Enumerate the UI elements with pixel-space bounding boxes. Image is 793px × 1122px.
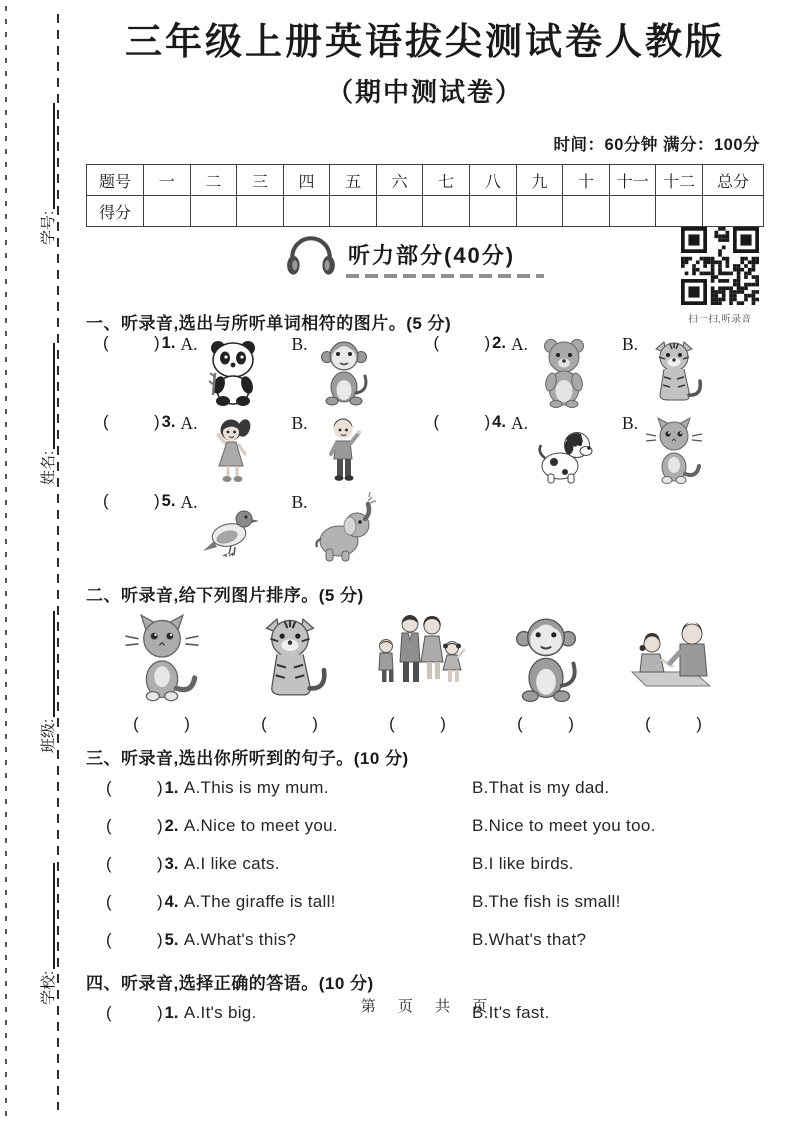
option-a-text: A.Nice to meet you. xyxy=(183,816,338,836)
bird-image xyxy=(201,492,265,566)
monkey-image xyxy=(312,334,376,408)
section1-title: 一、听录音,选出与所听单词相符的图片。(5 分) xyxy=(86,314,452,334)
order-figure xyxy=(226,610,354,734)
sentence-question-row xyxy=(86,845,764,883)
question-number: 4. xyxy=(164,893,179,912)
score-row-label: 得分 xyxy=(87,196,144,227)
score-cell[interactable] xyxy=(609,196,656,227)
score-table-header-cell: 一 xyxy=(144,165,191,196)
section1-row xyxy=(86,492,764,571)
page-edge-dotted-line xyxy=(5,6,7,1116)
student-field-label: 学校: xyxy=(39,970,57,1005)
girl-image xyxy=(201,413,265,487)
headphones-icon xyxy=(284,231,338,279)
qr-code-icon xyxy=(681,292,759,309)
student-field-blank-line[interactable] xyxy=(39,863,55,969)
order-figure xyxy=(482,610,610,734)
score-table-header-cell: 十 xyxy=(563,165,610,196)
score-cell[interactable] xyxy=(470,196,517,227)
section4-title: 四、听录音,选择正确的答语。(10 分) xyxy=(86,974,374,994)
picture-question xyxy=(434,413,765,492)
option-a-text: A.What's this? xyxy=(183,930,297,950)
answer-blank[interactable]: ( ) xyxy=(106,893,164,912)
score-cell[interactable] xyxy=(423,196,470,227)
answer-blank[interactable]: ( ) xyxy=(106,855,164,874)
answer-blank[interactable]: ( ) xyxy=(106,817,164,836)
score-cell[interactable] xyxy=(656,196,703,227)
score-cell[interactable] xyxy=(237,196,284,227)
classmates-image xyxy=(626,610,722,704)
monkey-image xyxy=(498,610,594,704)
score-table-header-cell: 题号 xyxy=(87,165,144,196)
question-number: 3. xyxy=(161,413,176,432)
sentence-option-b xyxy=(472,816,764,836)
picture-question xyxy=(434,334,765,413)
answer-blank[interactable]: ( ) xyxy=(133,715,191,734)
sentence-option-b xyxy=(472,854,764,874)
student-field-blank-line[interactable] xyxy=(39,611,55,717)
answer-blank[interactable]: ( ) xyxy=(103,413,161,432)
score-table-header-cell: 九 xyxy=(516,165,563,196)
option-b-text: B.The fish is small! xyxy=(472,892,621,912)
question-number: 3. xyxy=(164,855,179,874)
sentence-option-b xyxy=(472,892,764,912)
answer-blank[interactable]: ( ) xyxy=(389,715,447,734)
banner-dashed-underline xyxy=(346,274,544,278)
score-table xyxy=(86,164,764,227)
section1-row xyxy=(86,334,764,413)
option-b-text: B.It's fast. xyxy=(472,1003,550,1023)
sentence-question-row xyxy=(86,769,764,807)
score-cell[interactable] xyxy=(330,196,377,227)
paper-subtitle: （期中测试卷） xyxy=(326,77,523,108)
score-table-header-cell: 五 xyxy=(330,165,377,196)
panda-image xyxy=(201,334,265,408)
score-cell[interactable] xyxy=(376,196,423,227)
student-field-blank-line[interactable] xyxy=(39,103,55,209)
student-field-label: 姓名: xyxy=(39,450,57,485)
option-b-label: B. xyxy=(621,334,639,355)
answer-blank[interactable]: ( ) xyxy=(106,779,164,798)
score-table-header-cell: 十一 xyxy=(609,165,656,196)
sentence-option-b xyxy=(472,930,764,950)
answer-blank[interactable]: ( ) xyxy=(517,715,575,734)
score-table-header-cell: 八 xyxy=(470,165,517,196)
question-number: 1. xyxy=(164,1004,179,1023)
option-a-text: A.This is my mum. xyxy=(183,778,329,798)
section2-body xyxy=(86,610,764,734)
answer-blank[interactable]: ( ) xyxy=(106,931,164,950)
answer-blank[interactable]: ( ) xyxy=(103,334,161,353)
option-b-text: B.That is my dad. xyxy=(472,778,610,798)
sentence-question-row xyxy=(86,807,764,845)
answer-blank[interactable]: ( ) xyxy=(261,715,319,734)
score-cell[interactable] xyxy=(190,196,237,227)
dog-image xyxy=(532,413,596,487)
student-field-label: 学号: xyxy=(39,210,57,245)
score-table-header-cell: 六 xyxy=(376,165,423,196)
paper-title: 三年级上册英语拔尖测试卷人教版 xyxy=(125,21,725,62)
option-b-label: B. xyxy=(291,413,308,434)
option-b-text: B.What's that? xyxy=(472,930,587,950)
option-a-label: A. xyxy=(180,413,198,434)
order-figure xyxy=(354,610,482,734)
section1-row xyxy=(86,413,764,492)
section3-title: 三、听录音,选出你所听到的句子。(10 分) xyxy=(86,749,409,769)
section1-body xyxy=(86,334,764,571)
tiger-image xyxy=(242,610,338,704)
listening-heading: 听力部分(40分) xyxy=(348,243,516,269)
score-table-value-row xyxy=(87,196,764,227)
option-a-label: A. xyxy=(180,334,198,355)
section2-title: 二、听录音,给下列图片排序。(5 分) xyxy=(86,586,364,606)
boy-image xyxy=(312,413,376,487)
option-a-text: A.It's big. xyxy=(183,1003,257,1023)
option-b-text: B.Nice to meet you too. xyxy=(472,816,656,836)
question-number: 1. xyxy=(161,334,176,353)
sentence-option-a xyxy=(106,854,472,874)
student-field-2 xyxy=(36,583,58,753)
order-figure xyxy=(98,610,226,734)
score-table-header-row xyxy=(87,165,764,196)
option-b-text: B.I like birds. xyxy=(472,854,574,874)
student-field-3 xyxy=(36,835,58,1005)
answer-blank[interactable]: ( ) xyxy=(106,1004,164,1023)
score-table-header-cell: 七 xyxy=(423,165,470,196)
sentence-option-a xyxy=(106,778,472,798)
option-b-label: B. xyxy=(621,413,639,434)
option-b-label: B. xyxy=(291,492,308,513)
picture-question xyxy=(103,492,439,571)
paper-body xyxy=(86,0,764,1032)
sentence-option-b xyxy=(472,778,764,798)
score-table-header-cell: 三 xyxy=(237,165,284,196)
sentence-option-a xyxy=(106,816,472,836)
question-number: 2. xyxy=(164,817,179,836)
score-cell[interactable] xyxy=(563,196,610,227)
picture-question xyxy=(103,413,434,492)
question-number: 5. xyxy=(161,492,176,511)
question-number: 5. xyxy=(164,931,179,950)
page-footer: 第 页 共 页 xyxy=(360,998,490,1016)
sentence-option-a xyxy=(106,930,472,950)
answer-blank[interactable]: ( ) xyxy=(433,334,492,353)
time-score-info: 时间：60分钟 满分：100分 xyxy=(553,136,760,155)
option-a-label: A. xyxy=(180,492,198,513)
question-number: 1. xyxy=(164,779,179,798)
sentence-option-a xyxy=(106,892,472,912)
option-a-label: A. xyxy=(510,413,528,434)
option-a-text: A.The giraffe is tall! xyxy=(183,892,336,912)
score-table-header-cell: 总分 xyxy=(703,165,764,196)
qr-caption: 扫一扫,听录音 xyxy=(688,314,752,326)
sentence-question-row xyxy=(86,921,764,959)
student-field-0 xyxy=(36,75,58,245)
question-number: 4. xyxy=(492,413,506,432)
answer-blank[interactable]: ( ) xyxy=(103,492,161,511)
score-cell[interactable] xyxy=(144,196,191,227)
bear-image xyxy=(532,334,596,408)
tiger-image xyxy=(642,334,706,408)
student-field-blank-line[interactable] xyxy=(39,343,55,449)
section3-body xyxy=(86,769,764,959)
elephant-image xyxy=(312,492,376,566)
score-table-header-cell: 二 xyxy=(190,165,237,196)
score-cell[interactable] xyxy=(516,196,563,227)
option-b-label: B. xyxy=(291,334,308,355)
answer-blank[interactable]: ( ) xyxy=(433,413,492,432)
cat-image xyxy=(114,610,210,704)
option-a-label: A. xyxy=(510,334,528,355)
order-figure xyxy=(610,610,738,734)
student-field-label: 班级: xyxy=(39,718,57,753)
question-number: 2. xyxy=(492,334,506,353)
score-cell[interactable] xyxy=(703,196,764,227)
score-table-header-cell: 四 xyxy=(283,165,330,196)
option-a-text: A.I like cats. xyxy=(183,854,280,874)
student-field-1 xyxy=(36,315,58,485)
qr-block xyxy=(678,227,762,325)
answer-blank[interactable]: ( ) xyxy=(645,715,703,734)
family-image xyxy=(370,610,466,704)
score-cell[interactable] xyxy=(283,196,330,227)
picture-question xyxy=(103,334,434,413)
score-table-header-cell: 十二 xyxy=(656,165,703,196)
sentence-question-row xyxy=(86,883,764,921)
cat-image xyxy=(642,413,706,487)
